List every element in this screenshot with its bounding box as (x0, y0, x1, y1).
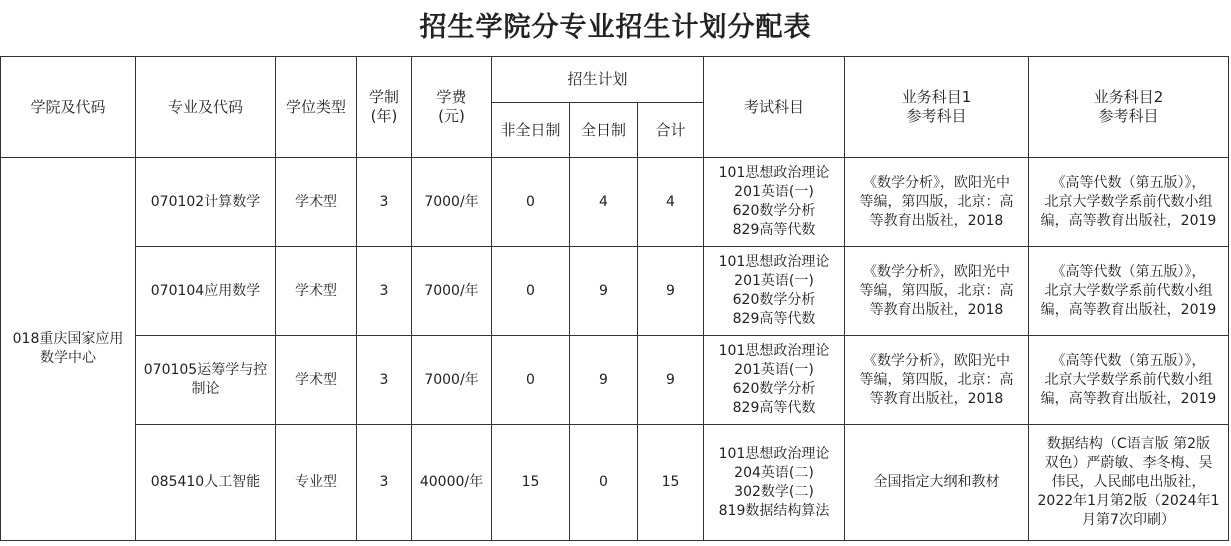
part-time-cell: 0 (492, 158, 570, 247)
ref1-cell (845, 336, 1029, 425)
part-time-cell: 0 (492, 336, 570, 425)
header-exam: 考试科目 (704, 57, 845, 158)
ref2-line: 2022年1月第2版（2024年1 (1037, 493, 1220, 509)
college-cell (1, 158, 136, 541)
part-time-cell: 15 (492, 425, 570, 541)
header-part-time: 非全日制 (492, 103, 570, 158)
header-subject2-line2: 参考科目 (1098, 107, 1159, 125)
college-line1: 018重庆国家应用 (12, 331, 124, 347)
major-line: 070105运筹学与控 (143, 362, 268, 378)
exam-cell (704, 158, 845, 247)
header-total: 合计 (638, 103, 704, 158)
header-degree-type: 学位类型 (276, 57, 357, 158)
duration-cell: 3 (357, 425, 412, 541)
tuition-cell: 7000/年 (412, 158, 492, 247)
header-tuition (412, 57, 492, 158)
ref1-line: 等教育出版社，2018 (869, 301, 1004, 318)
header-subject2 (1029, 57, 1229, 158)
degree-type-cell: 学术型 (276, 158, 357, 247)
degree-type-cell: 专业型 (276, 425, 357, 541)
full-time-cell: 4 (570, 158, 638, 247)
tuition-cell: 40000/年 (412, 425, 492, 541)
exam-cell (704, 425, 845, 541)
duration-cell: 3 (357, 247, 412, 336)
ref2-cell (1029, 158, 1229, 247)
major-line: 085410人工智能 (150, 474, 261, 490)
header-subject2-line1: 业务科目2 (1093, 88, 1164, 106)
tuition-cell: 7000/年 (412, 336, 492, 425)
ref2-cell (1029, 336, 1229, 425)
header-subject1-line1: 业务科目1 (901, 88, 972, 106)
ref1-line: 《数学分析》，欧阳光中 (863, 352, 1010, 369)
header-college: 学院及代码 (1, 57, 136, 158)
header-duration-line2: (年) (370, 107, 398, 125)
table-row (1, 158, 1229, 247)
exam-cell (704, 247, 845, 336)
college-line2: 数学中心 (40, 350, 96, 366)
exam-line: 101思想政治理论 (718, 343, 830, 359)
exam-line: 302数学(二) (734, 483, 814, 500)
major-line: 制论 (191, 381, 220, 397)
exam-line: 204英语(二) (734, 464, 814, 481)
header-row-1 (1, 57, 1229, 103)
exam-line: 819数据结构算法 (718, 502, 830, 519)
ref1-cell (845, 247, 1029, 336)
ref2-line: 编，高等教育出版社，2019 (1040, 390, 1217, 407)
ref2-line: 伟民，人民邮电出版社， (1051, 474, 1206, 490)
major-cell (136, 158, 276, 247)
header-duration-line1: 学制 (368, 88, 399, 106)
table-row (1, 247, 1229, 336)
total-cell: 4 (638, 158, 704, 247)
exam-line: 201英语(一) (734, 184, 814, 200)
exam-line: 829高等代数 (732, 400, 816, 416)
ref2-line: 数据结构（C语言版 第2版 (1046, 436, 1211, 452)
duration-cell: 3 (357, 158, 412, 247)
ref2-cell (1029, 247, 1229, 336)
page-title: 招生学院分专业招生计划分配表 (419, 12, 812, 43)
total-cell: 9 (638, 247, 704, 336)
exam-line: 620数学分析 (732, 292, 816, 308)
table-row (1, 336, 1229, 425)
exam-cell (704, 336, 845, 425)
ref1-line: 等编，第四版，北京：高 (859, 282, 1014, 299)
exam-line: 201英语(一) (734, 273, 814, 289)
exam-line: 620数学分析 (732, 381, 816, 397)
degree-type-cell: 学术型 (276, 247, 357, 336)
major-cell (136, 336, 276, 425)
ref2-cell (1029, 425, 1229, 541)
ref2-line: 《高等代数（第五版）》， (1051, 263, 1206, 280)
ref1-line: 《数学分析》，欧阳光中 (863, 174, 1010, 191)
major-cell (136, 425, 276, 541)
exam-line: 201英语(一) (734, 362, 814, 378)
exam-line: 101思想政治理论 (718, 254, 830, 270)
major-line: 070104应用数学 (150, 282, 261, 299)
exam-line: 620数学分析 (732, 203, 816, 219)
major-line: 070102计算数学 (150, 193, 261, 210)
ref2-line: 北京大学数学系前代数小组 (1044, 193, 1213, 210)
header-full-time: 全日制 (570, 103, 638, 158)
exam-line: 829高等代数 (732, 311, 816, 327)
ref2-line: 双色）严蔚敏、李冬梅、吴 (1044, 455, 1213, 471)
full-time-cell: 9 (570, 247, 638, 336)
ref2-line: 北京大学数学系前代数小组 (1044, 282, 1213, 299)
ref1-line: 等教育出版社，2018 (869, 212, 1004, 229)
header-tuition-line1: 学费 (436, 88, 467, 106)
ref2-line: 北京大学数学系前代数小组 (1044, 371, 1213, 388)
major-cell (136, 247, 276, 336)
tuition-cell: 7000/年 (412, 247, 492, 336)
ref2-line: 月第7次印刷） (1082, 512, 1175, 528)
ref2-line: 编，高等教育出版社，2019 (1040, 212, 1217, 229)
full-time-cell: 0 (570, 425, 638, 541)
full-time-cell: 9 (570, 336, 638, 425)
exam-line: 101思想政治理论 (718, 445, 830, 462)
ref2-line: 编，高等教育出版社，2019 (1040, 301, 1217, 318)
header-plan: 招生计划 (492, 57, 704, 103)
total-cell: 9 (638, 336, 704, 425)
enrollment-plan-table (0, 56, 1229, 541)
ref1-line: 《数学分析》，欧阳光中 (863, 263, 1010, 280)
ref1-line: 等编，第四版，北京：高 (859, 193, 1014, 210)
duration-cell: 3 (357, 336, 412, 425)
total-cell: 15 (638, 425, 704, 541)
header-duration (357, 57, 412, 158)
part-time-cell: 0 (492, 247, 570, 336)
ref1-cell (845, 158, 1029, 247)
exam-line: 829高等代数 (732, 222, 816, 238)
ref2-line: 《高等代数（第五版）》， (1051, 174, 1206, 191)
header-subject1-line2: 参考科目 (906, 107, 967, 125)
ref1-cell (845, 425, 1029, 541)
exam-line: 101思想政治理论 (718, 165, 830, 181)
ref2-line: 《高等代数（第五版）》， (1051, 352, 1206, 369)
header-subject1 (845, 57, 1029, 158)
degree-type-cell: 学术型 (276, 336, 357, 425)
header-tuition-line2: (元) (438, 107, 465, 125)
header-major: 专业及代码 (136, 57, 276, 158)
ref1-line: 全国指定大纲和教材 (873, 474, 1000, 490)
table-row (1, 425, 1229, 541)
ref1-line: 等编，第四版，北京：高 (859, 371, 1014, 388)
ref1-line: 等教育出版社，2018 (869, 390, 1004, 407)
